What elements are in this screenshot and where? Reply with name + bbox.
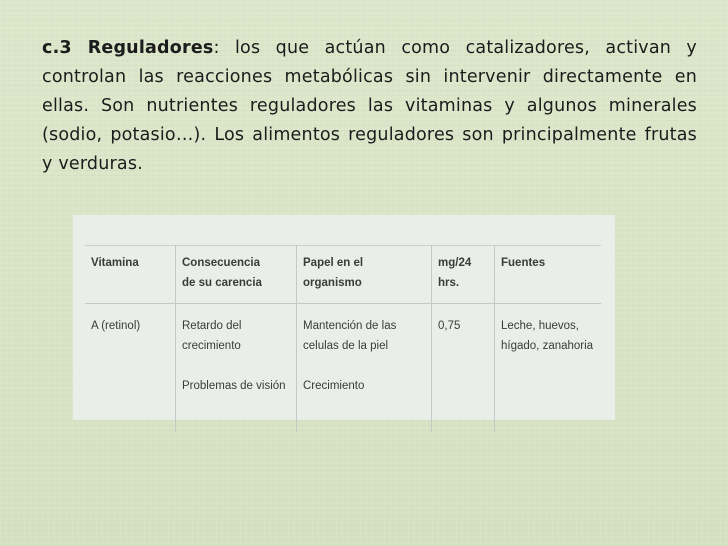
vitamin-table-image <box>73 215 615 420</box>
cell-papel <box>297 304 432 433</box>
cell-fuentes-line2: hígado, zanahoria <box>501 340 594 352</box>
header-fuentes-label: Fuentes <box>501 257 546 269</box>
cell-vitamina-text: A (retinol) <box>91 320 141 332</box>
header-vitamina-label: Vitamina <box>91 257 139 269</box>
header-vitamina <box>85 245 176 304</box>
header-papel <box>297 245 432 304</box>
cell-mg-text: 0,75 <box>438 320 461 332</box>
header-fuentes <box>495 245 602 304</box>
cell-consecuencia-line3: Problemas de visión <box>182 380 286 392</box>
header-papel-label: Papel en el organismo <box>303 257 364 289</box>
header-mg-label: mg/24 hrs. <box>438 257 472 289</box>
cell-consecuencia-line1: Retardo del <box>182 320 242 332</box>
header-consecuencia <box>176 245 297 304</box>
cell-papel-line2: celulas de la piel <box>303 340 389 352</box>
vitamin-table <box>85 245 601 432</box>
header-consecuencia-line2: de su carencia <box>182 277 262 289</box>
table-row <box>85 304 601 433</box>
paragraph-title: c.3 Reguladores <box>42 38 214 58</box>
cell-mg <box>432 304 495 433</box>
cell-vitamina <box>85 304 176 433</box>
header-mg <box>432 245 495 304</box>
cell-papel-line3: Crecimiento <box>303 380 365 392</box>
cell-consecuencia <box>176 304 297 433</box>
paragraph <box>42 34 697 179</box>
cell-fuentes <box>495 304 602 433</box>
cell-papel-line1: Mantención de las <box>303 320 397 332</box>
cell-consecuencia-line2: crecimiento <box>182 340 241 352</box>
cell-fuentes-line1: Leche, huevos, <box>501 320 580 332</box>
table-header-row <box>85 245 601 304</box>
header-consecuencia-line1: Consecuencia <box>182 257 260 269</box>
paragraph-body: : los que actúan como catalizadores, activan y controlan las reacciones metabólicas sin intervenir directamente en ellas. Son nutrientes reguladores las vitaminas y algunos minerales (sodio, potasio…). Los alimentos reguladores son principalmente frutas y verduras. <box>42 38 697 174</box>
